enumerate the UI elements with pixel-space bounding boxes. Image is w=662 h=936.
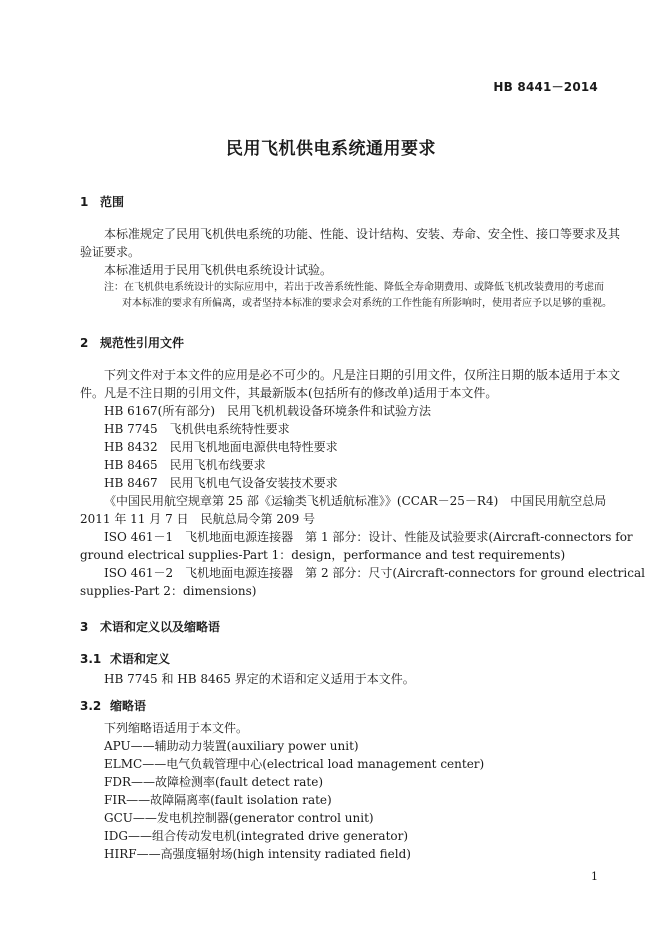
abbreviation-item: IDG——组合传动发电机(integrated drive generator) [104, 829, 409, 843]
section-number: 1 [80, 195, 89, 209]
section-3-heading [80, 618, 220, 635]
section-1-heading [80, 193, 124, 210]
reference-item: 《中国民用航空规章第 25 部《运输类飞机适航标准》》(CCAR－25－R4) 中国民用航空总局 [104, 494, 607, 508]
reference-item: HB 6167(所有部分) 民用飞机机载设备环境条件和试验方法 [104, 404, 432, 418]
section-title: 规范性引用文件 [100, 336, 185, 350]
section-number: 2 [80, 336, 89, 350]
page-title: 民用飞机供电系统通用要求 [226, 139, 436, 159]
subsection-3-1-heading [80, 650, 170, 667]
reference-item: HB 8432 民用飞机地面电源供电特性要求 [104, 440, 338, 454]
page-number: 1 [591, 870, 598, 883]
note: 注：在飞机供电系统设计的实际应用中，若出于改善系统性能、降低全寿命期费用、或降低飞机改装费用的考虑而 [104, 282, 604, 293]
reference-item-cont: 2011 年 11 月 7 日 民航总局令第 209 号 [80, 512, 316, 526]
paragraph: 件。凡是不注日期的引用文件，其最新版本(包括所有的修改单)适用于本文件。 [80, 386, 498, 400]
paragraph: 本标准规定了民用飞机供电系统的功能、性能、设计结构、安装、寿命、安全性、接口等要求及其 [104, 227, 621, 241]
abbreviation-item: GCU——发电机控制器(generator control unit) [104, 811, 374, 825]
paragraph: 下列文件对于本文件的应用是必不可少的。凡是注日期的引用文件，仅所注日期的版本适用于本文 [104, 368, 621, 382]
reference-item: ISO 461－1 飞机地面电源连接器 第 1 部分：设计、性能及试验要求(Aircraft-connectors for [104, 530, 633, 544]
reference-item: HB 8465 民用飞机布线要求 [104, 458, 266, 472]
section-title: 范围 [100, 195, 125, 209]
abbreviation-item: HIRF——高强度辐射场(high intensity radiated field) [104, 847, 411, 861]
abbreviation-item: FIR——故障隔离率(fault isolation rate) [104, 793, 332, 807]
subsection-number: 3.2 [80, 699, 102, 713]
paragraph: 本标准适用于民用飞机供电系统设计试验。 [104, 263, 333, 277]
reference-item: HB 8467 民用飞机电气设备安装技术要求 [104, 476, 338, 490]
note: 对本标准的要求有所偏离，或者坚持本标准的要求会对系统的工作性能有所影响时，使用者应予以足够的重视。 [122, 298, 612, 309]
subsection-title: 缩略语 [110, 699, 147, 713]
reference-item-cont: supplies-Part 2：dimensions) [80, 584, 257, 598]
section-2-heading [80, 334, 184, 351]
section-number: 3 [80, 620, 89, 634]
abbreviation-item: ELMC——电气负载管理中心(electrical load management center) [104, 757, 485, 771]
subsection-number: 3.1 [80, 652, 102, 666]
reference-item: HB 7745 飞机供电系统特性要求 [104, 422, 290, 436]
abbreviation-item: FDR——故障检测率(fault detect rate) [104, 775, 324, 789]
subsection-3-2-heading [80, 697, 146, 714]
reference-item: ISO 461－2 飞机地面电源连接器 第 2 部分：尺寸(Aircraft-connectors for ground electrical [104, 566, 645, 580]
document-code: HB 8441－2014 [493, 80, 598, 94]
section-title: 术语和定义以及缩略语 [100, 620, 221, 634]
subsection-title: 术语和定义 [110, 652, 171, 666]
paragraph: HB 7745 和 HB 8465 界定的术语和定义适用于本文件。 [104, 672, 415, 686]
paragraph: 验证要求。 [80, 245, 141, 259]
paragraph: 下列缩略语适用于本文件。 [104, 721, 249, 735]
abbreviation-item: APU——辅助动力装置(auxiliary power unit) [104, 739, 359, 753]
reference-item-cont: ground electrical supplies-Part 1：design，performance and test requirements) [80, 548, 566, 562]
